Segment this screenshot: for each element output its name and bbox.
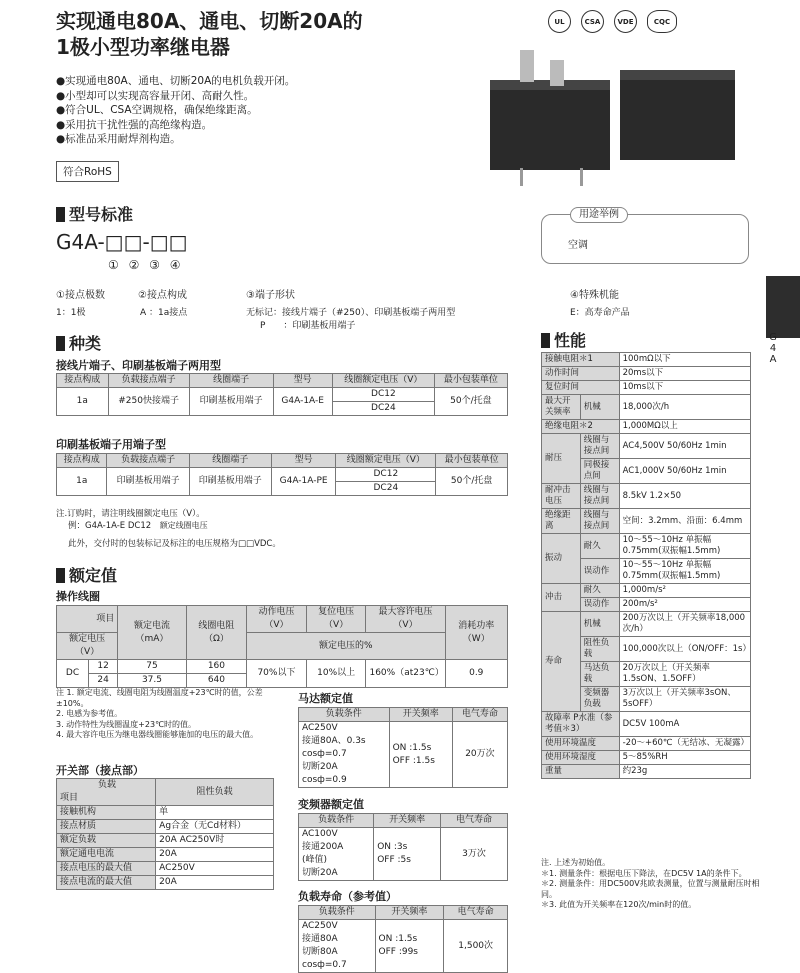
model-nums: ① ② ③ ④ — [108, 258, 184, 272]
perf-value: 100mΩ以下 — [619, 353, 750, 367]
rating-heading: 额定值 — [56, 566, 117, 586]
cqc-icon: CQC — [647, 10, 677, 33]
perf-value: 约23g — [619, 765, 750, 779]
perf-value: -20～+60℃（无结冰、无凝露） — [619, 737, 750, 751]
perf-value: 3万次以上（开关频率3sON、5sOFF） — [619, 687, 750, 712]
feature-list: ●实现通电80A、通电、切断20A的电机负载开闭。 ●小型却可以实现高容量开闭、高耐久性。 ●符合UL、CSA空调规格，确保绝缘距离。 ●采用抗干扰性强的高绝缘构造。 ●标准品采用耐焊剂构造。 — [56, 75, 296, 145]
perf-label: 复位时间 — [542, 381, 620, 395]
perf-value: 10ms以下 — [619, 381, 750, 395]
usage-value: 空调 — [568, 240, 588, 251]
perf-label: 接触电阻＊1 — [542, 353, 620, 367]
perf-value: AC4,500V 50/60Hz 1min — [619, 434, 750, 459]
side-tab-label: G 4 A — [769, 332, 777, 365]
ul-icon: UL — [548, 10, 571, 33]
perf-value: 1,000m/s² — [619, 584, 750, 598]
contact-table: 负载 项目 阻性负载 接触机构 单 接点材质 Ag合金（无Cd材料） 额定负载 20A AC250V时 额定通电电流 20A 接点电压的最大值 AC250V 接点电流的最大值 20A — [56, 778, 274, 890]
model-c3v2: P ：印刷基板用端子 — [260, 321, 356, 331]
types-table-1: 接点构成 负载接点端子 线圈端子 型号 线圈额定电压（V） 最小包装单位 1a #250快接端子 印刷基板用端子 G4A-1A-E DC12 50个/托盘 DC24 — [56, 373, 508, 416]
model-c3: ③端子形状 — [246, 290, 295, 301]
perf-value: 8.5kV 1.2×50 — [619, 484, 750, 509]
perf-sublabel: 线圈与接点间 — [580, 509, 619, 534]
perf-value: AC1,000V 50/60Hz 1min — [619, 459, 750, 484]
perf-label: 使用环境温度 — [542, 737, 620, 751]
inv-heading: 变频器额定值 — [298, 798, 364, 811]
load-heading: 负载寿命（参考值） — [298, 890, 397, 903]
perf-sublabel: 马达负载 — [580, 662, 619, 687]
perf-value: 空间：3.2mm、沿面：6.4mm — [619, 509, 750, 534]
perf-value: 10～55～10Hz 单振幅0.75mm(双振幅1.5mm) — [619, 534, 750, 559]
perf-sublabel: 线圈与接点间 — [580, 434, 619, 459]
load-table: 负载条件 开关频率 电气寿命 AC250V 接通80A 切断80A cosф=0.7 ON :1.5s OFF :99s 1,500次 — [298, 905, 508, 973]
perf-sublabel: 耐久 — [580, 534, 619, 559]
model-code: G4A-□□-□□ — [56, 230, 188, 254]
perf-sublabel: 变频器负载 — [580, 687, 619, 712]
perf-value: 18,000次/h — [619, 395, 750, 420]
perf-sublabel: 阻性负载 — [580, 637, 619, 662]
types-notes: 注.订购时，请注明线圈额定电压（V）。 例：G4A-1A-E DC12 额定线圈电压 此外，交付时的包装标记及标注的电压规格为□□VDC。 — [56, 509, 281, 549]
perf-notes: 注. 上述为初始值。 ＊1. 测量条件：根据电压下降法，在DC5V 1A的条件下。 ＊2. 测量条件：用DC500V兆欧表测量，位置与测量耐压时相同。 ＊3. 此值为开关频率在120次/min时的值。 — [541, 858, 760, 909]
perf-label: 使用环境湿度 — [542, 751, 620, 765]
perf-heading: 性能 — [541, 331, 586, 351]
perf-label: 耐压 — [542, 434, 581, 484]
model-c1: ①接点极数 — [56, 290, 105, 301]
perf-label: 寿命 — [542, 612, 581, 712]
perf-label: 动作时间 — [542, 367, 620, 381]
perf-table — [541, 352, 751, 779]
types-t1: 接线片端子、印刷基板端子两用型 — [56, 359, 221, 372]
csa-icon: CSA — [581, 10, 604, 33]
perf-value: 20万次以上（开关频率1.5sON、1.5OFF） — [619, 662, 750, 687]
page-title: 实现通电80A、通电、切断20A的 1极小型功率继电器 — [56, 9, 363, 59]
perf-label: 最大开关频率 — [542, 395, 581, 420]
model-c1v: 1：1极 — [56, 308, 86, 318]
perf-sublabel: 误动作 — [580, 598, 619, 612]
types-t2: 印刷基板端子用端子型 — [56, 438, 166, 451]
perf-value: 5～85%RH — [619, 751, 750, 765]
vde-icon: VDE — [614, 10, 637, 33]
model-c3v1: 无标记：接线片端子（#250）、印刷基板端子两用型 — [246, 308, 456, 318]
perf-label: 绝缘距离 — [542, 509, 581, 534]
motor-heading: 马达额定值 — [298, 692, 353, 705]
perf-value: 200m/s² — [619, 598, 750, 612]
perf-sublabel: 误动作 — [580, 559, 619, 584]
perf-value: 20ms以下 — [619, 367, 750, 381]
perf-label: 故障率 P水准（参考值＊3） — [542, 712, 620, 737]
perf-value: DC5V 100mA — [619, 712, 750, 737]
perf-label: 振动 — [542, 534, 581, 584]
types-heading: 种类 — [56, 334, 101, 354]
perf-value: 100,000次以上（ON/OFF：1s） — [619, 637, 750, 662]
perf-value: 200万次以上（开关频率18,000次/h） — [619, 612, 750, 637]
perf-sublabel: 同极接点间 — [580, 459, 619, 484]
cert-icons — [548, 10, 677, 33]
motor-table: 负载条件 开关频率 电气寿命 AC250V 接通80A、0.3s cosф=0.7 切断20A cosф=0.9 ON :1.5s OFF :1.5s 20万次 — [298, 707, 508, 788]
inv-table: 负载条件 开关频率 电气寿命 AC100V 接通200A (峰值) 切断20A ON :3s OFF :5s 3万次 — [298, 813, 508, 881]
perf-label: 绝缘电阻＊2 — [542, 420, 620, 434]
side-tab — [766, 276, 800, 338]
types-table-2: 接点构成 负载接点端子 线圈端子 型号 线圈额定电压（V） 最小包装单位 1a 印刷基板用端子 印刷基板用端子 G4A-1A-PE DC12 50个/托盘 DC24 — [56, 453, 508, 496]
model-c2v: A ：1a接点 — [140, 308, 188, 318]
coil-table: 项目 额定电流（mA） 线圈电阻（Ω） 动作电压（V） 复位电压（V） 最大容许电压（V） 消耗功率（W） 额定电压的% 额定电压（V） DC 12 75 160 70%以下 10%以上 160%（at23℃） 0.9 24 37.5 640 — [56, 605, 508, 688]
rating-coil: 操作线圈 — [56, 590, 100, 603]
perf-label: 耐冲击电压 — [542, 484, 581, 509]
model-c4: ④特殊机能 — [570, 290, 619, 301]
perf-value: 10～55～10Hz 单振幅0.75mm(双振幅1.5mm) — [619, 559, 750, 584]
rating-notes: 注 1. 额定电流、线圈电阻为线圈温度+23℃时的值，公差±10%。 2. 电感为参考值。 3. 动作特性为线圈温度+23℃时的值。 4. 最大容许电压为继电器线圈能够施加的电压的最大值。 — [56, 688, 263, 739]
perf-label: 冲击 — [542, 584, 581, 612]
perf-sublabel: 线圈与接点间 — [580, 484, 619, 509]
perf-value: 1,000MΩ以上 — [619, 420, 750, 434]
rohs-badge: 符合RoHS — [56, 161, 119, 182]
relay-image — [470, 40, 770, 190]
perf-sublabel: 机械 — [580, 395, 619, 420]
contact-heading: 开关部（接点部） — [56, 764, 144, 777]
perf-sublabel: 耐久 — [580, 584, 619, 598]
model-c4v: E：高寿命产品 — [570, 308, 630, 318]
model-c2: ②接点构成 — [138, 290, 187, 301]
usage-label: 用途举例 — [570, 207, 628, 223]
model-heading: 型号标准 — [56, 205, 133, 225]
perf-sublabel: 机械 — [580, 612, 619, 637]
perf-label: 重量 — [542, 765, 620, 779]
